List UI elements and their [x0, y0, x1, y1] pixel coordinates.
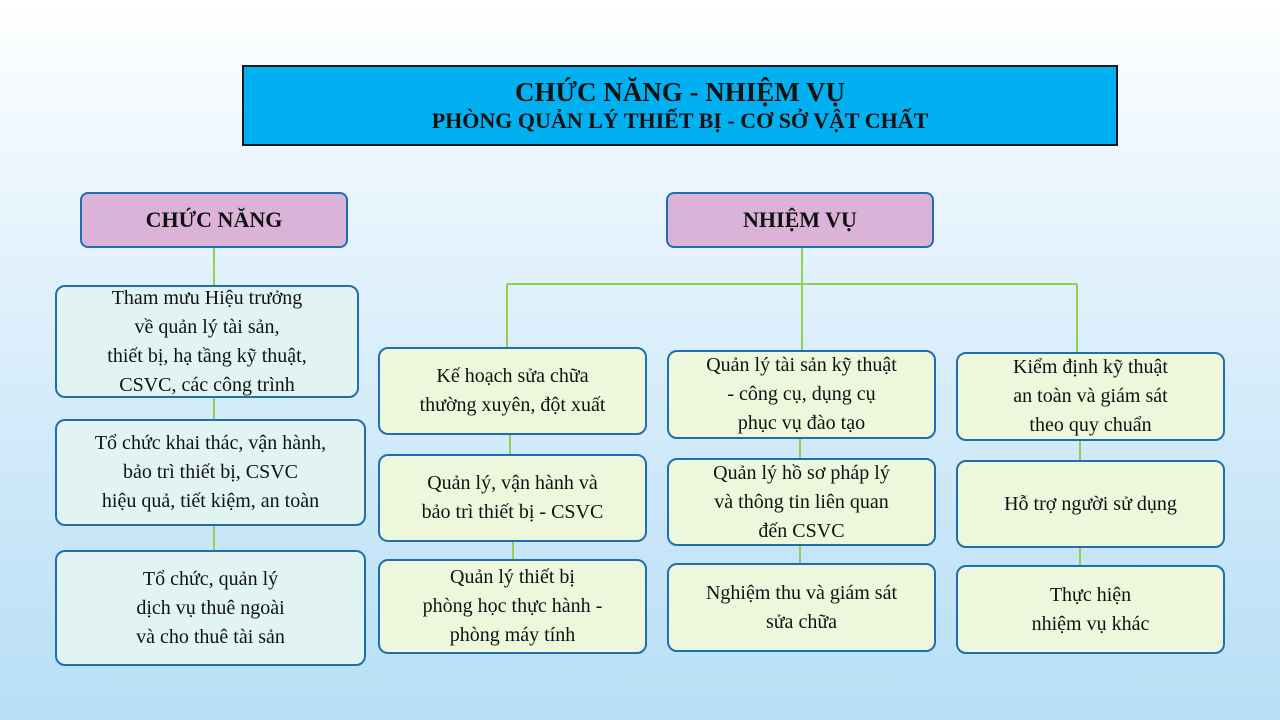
task-col2-item-2: Quản lý hồ sơ pháp lý và thông tin liên quan đến CSVC	[667, 458, 936, 546]
page-title	[242, 65, 1118, 146]
task-col3-item-3: Thực hiện nhiệm vụ khác	[956, 565, 1225, 654]
functions-header: CHỨC NĂNG	[80, 192, 348, 248]
tasks-header: NHIỆM VỤ	[666, 192, 934, 248]
task-col3-item-1: Kiểm định kỹ thuật an toàn và giám sát theo quy chuẩn	[956, 352, 1225, 441]
task-col2-item-1: Quản lý tài sản kỹ thuật - công cụ, dụng cụ phục vụ đào tạo	[667, 350, 936, 439]
task-col1-item-2: Quản lý, vận hành và bảo trì thiết bị - CSVC	[378, 454, 647, 542]
function-item-3: Tổ chức, quản lý dịch vụ thuê ngoài và cho thuê tài sản	[55, 550, 366, 666]
task-col1-item-1: Kế hoạch sửa chữa thường xuyên, đột xuất	[378, 347, 647, 435]
function-item-2: Tổ chức khai thác, vận hành, bảo trì thiết bị, CSVC hiệu quả, tiết kiệm, an toàn	[55, 419, 366, 526]
title-line-2: PHÒNG QUẢN LÝ THIẾT BỊ - CƠ SỞ VẬT CHẤT	[431, 108, 929, 134]
task-col2-item-3: Nghiệm thu và giám sát sửa chữa	[667, 563, 936, 652]
function-item-1: Tham mưu Hiệu trưởng về quản lý tài sản, thiết bị, hạ tầng kỹ thuật, CSVC, các công trình	[55, 285, 359, 398]
title-line-1: CHỨC NĂNG - NHIỆM VỤ	[515, 77, 845, 108]
task-col1-item-3: Quản lý thiết bị phòng học thực hành - phòng máy tính	[378, 559, 647, 654]
task-col3-item-2: Hỗ trợ người sử dụng	[956, 460, 1225, 548]
